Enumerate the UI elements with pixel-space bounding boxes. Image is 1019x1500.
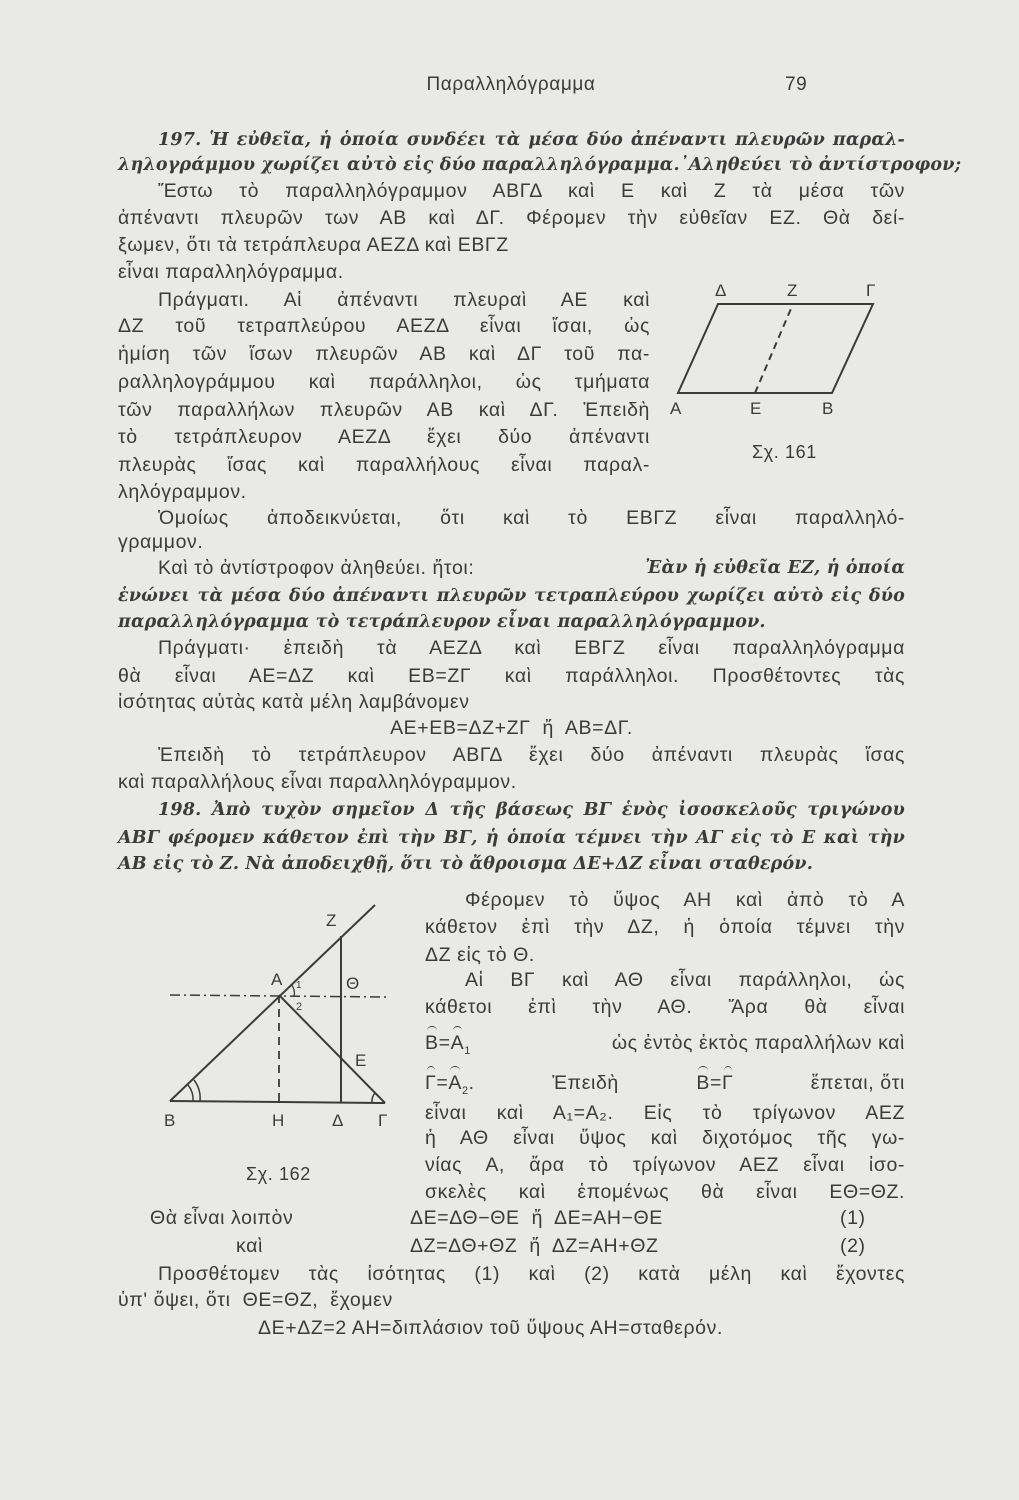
label-d: Δ bbox=[715, 281, 727, 300]
text-line: Προσθέτομεν τὰς ἰσότητας (1) καὶ (2) κατὰ μέλη καὶ ἔχοντες bbox=[158, 1263, 905, 1285]
text-line: ληλόγραμμον. bbox=[118, 481, 247, 503]
equation-label: Θὰ εἶναι λοιπὸν bbox=[150, 1207, 294, 1229]
equation: ΔΖ=ΔΘ+ΘΖ ἤ ΔΖ=ΑΗ+ΘΖ bbox=[410, 1235, 659, 1257]
label-b: Β bbox=[822, 399, 834, 418]
angle-b: Β bbox=[696, 1072, 710, 1094]
text-line: γραμμον. bbox=[118, 531, 204, 553]
equation-number: (2) bbox=[840, 1235, 866, 1257]
running-header: Παραλληλόγραμμα bbox=[426, 74, 596, 95]
problem-197-statement: ληλογράμμου χωρίζει αὐτὸ εἰς δύο παραλληλόγραμμα.᾿Αληθεύει τὸ ἀντίστροφον; bbox=[118, 155, 962, 175]
label-z: Ζ bbox=[326, 911, 337, 930]
label-e: Ε bbox=[750, 399, 762, 418]
converse-statement: παραλληλόγραμμα τὸ τετράπλευρον εἶναι παραλληλόγραμμον. bbox=[118, 612, 766, 632]
text-line: τὸ τετράπλευρον ΑΕΖΔ ἔχει δύο ἀπέναντι bbox=[118, 426, 650, 448]
text-line: κάθετον ἐπὶ τὴν ΔΖ, ἡ ὁποία τέμνει τὴν bbox=[425, 916, 905, 938]
label-theta: Θ bbox=[346, 974, 360, 993]
text-line: ξωμεν, ὅτι τὰ τετράπλευρα ΑΕΖΔ καὶ ΕΒΓΖ bbox=[118, 234, 509, 256]
base-bg bbox=[170, 1101, 385, 1103]
equation: ΑΕ+ΕΒ=ΔΖ+ΖΓ ἤ ΑΒ=ΔΓ. bbox=[390, 717, 633, 739]
figure-162-labels bbox=[164, 911, 388, 1130]
side-bz bbox=[170, 905, 375, 1101]
text-line: καὶ παραλλήλους εἶναι παραλληλόγραμμον. bbox=[118, 771, 517, 793]
text-line: ραλληλογράμμου καὶ παράλληλοι, ὡς τμήματα bbox=[118, 371, 650, 393]
text-line: τῶν παραλλήλων πλευρῶν ΑΒ καὶ ΔΓ. Ἐπειδὴ bbox=[118, 399, 650, 421]
parallelogram-abgd bbox=[678, 304, 873, 393]
angle-a: Α bbox=[448, 1072, 462, 1094]
text-line: Ὁμοίως ἀποδεικνύεται, ὅτι καὶ τὸ ΕΒΓΖ εἶναι παραλληλό- bbox=[158, 507, 905, 529]
label-b: Β bbox=[164, 1111, 176, 1130]
text-line: νίας Α, ἄρα τὸ τρίγωνον ΑΕΖ εἶναι ἰσο- bbox=[425, 1154, 905, 1176]
equals: = bbox=[709, 1072, 722, 1094]
equation-number: (1) bbox=[840, 1207, 866, 1229]
subscript: 1 bbox=[464, 1044, 471, 1057]
text-line: εἶναι παραλληλόγραμμα. bbox=[118, 261, 344, 283]
text-line: ΔΖ εἰς τὸ Θ. bbox=[425, 944, 535, 966]
text-line: σκελὲς καὶ ἑπομένως θὰ εἶναι ΕΘ=ΘΖ. bbox=[425, 1181, 905, 1203]
angle-g-arc bbox=[372, 1093, 375, 1102]
converse-statement: Ἐὰν ἡ εὐθεῖα ΕΖ, ἡ ὁποία bbox=[645, 558, 905, 578]
converse-statement: ἑνώνει τὰ μέσα δύο ἀπέναντι πλευρῶν τετραπλεύρου χωρίζει αὐτὸ εἰς δύο bbox=[118, 586, 905, 606]
problem-197-statement: 197. Ἡ εὐθεῖα, ἡ ὁποία συνδέει τὰ μέσα δύο ἀπέναντι πλευρῶν παραλ- bbox=[158, 130, 905, 150]
problem-198-statement: ΑΒ εἰς τὸ Ζ. Νὰ ἀποδειχθῇ, ὅτι τὸ ἄθροισμα ΔΕ+ΔΖ εἶναι σταθερόν. bbox=[118, 854, 814, 874]
text-line: Ἔστω τὸ παραλληλόγραμμον ΑΒΓΔ καὶ Ε καὶ Ζ τὰ μέσα τῶν bbox=[158, 180, 905, 202]
label-h: Η bbox=[272, 1111, 285, 1130]
problem-198-statement: ΑΒΓ φέρομεν κάθετον ἐπὶ τὴν ΒΓ, ἡ ὁποία τέμνει τὴν ΑΓ εἰς τὸ Ε καὶ τὴν bbox=[118, 828, 905, 848]
label-angle-1: 1 bbox=[296, 980, 303, 991]
label-g: Γ bbox=[866, 281, 876, 300]
text-line: ἀπέναντι πλευρῶν των ΑΒ καὶ ΔΓ. Φέρομεν τὴν εὐθεῖαν ΕΖ. Θὰ δεί- bbox=[118, 207, 905, 229]
angle-a: Α bbox=[450, 1032, 465, 1054]
label-e: Ε bbox=[355, 1051, 367, 1070]
equals: = bbox=[438, 1032, 451, 1054]
text-segment: Καὶ τὸ ἀντίστροφον ἀληθεύει. ἤτοι: bbox=[158, 557, 475, 579]
label-z: Ζ bbox=[787, 281, 798, 300]
text-segment: ἕπεται, ὅτι bbox=[810, 1072, 905, 1094]
text-line: Πράγματι. Αἱ ἀπέναντι πλευραὶ ΑΕ καὶ bbox=[158, 289, 650, 311]
final-equation: ΔΕ+ΔΖ=2 ΑΗ=διπλάσιον τοῦ ὕψους ΑΗ=σταθερόν. bbox=[258, 1317, 723, 1339]
figure-161 bbox=[678, 304, 873, 393]
text-line: ἡ ΑΘ εἶναι ὕψος καὶ διχοτόμος τῆς γω- bbox=[425, 1127, 905, 1149]
angle-g: Γ bbox=[721, 1072, 734, 1094]
period: . bbox=[468, 1072, 475, 1094]
problem-198-statement: 198. Ἀπὸ τυχὸν σημεῖον Δ τῆς βάσεως ΒΓ ἑνὸς ἰσοσκελοῦς τριγώνου bbox=[158, 800, 905, 820]
equation-label: καὶ bbox=[236, 1235, 263, 1257]
text-segment: ὡς ἐντὸς ἐκτὸς παραλλήλων καὶ bbox=[611, 1032, 905, 1054]
segment-ez bbox=[755, 304, 793, 393]
figure-162-caption: Σχ. 162 bbox=[246, 1164, 311, 1184]
text-line: ἡμίση τῶν ἴσων πλευρῶν ΑΒ καὶ ΔΓ τοῦ πα- bbox=[118, 343, 650, 365]
text-line: θὰ εἶναι ΑΕ=ΔΖ καὶ ΕΒ=ΖΓ καὶ παράλληλοι. Προσθέτοντες τὰς bbox=[118, 665, 905, 687]
figure-161-labels bbox=[670, 281, 876, 418]
text-line: ὑπ' ὄψει, ὅτι ΘΕ=ΘΖ, ἔχομεν bbox=[118, 1289, 393, 1311]
label-g: Γ bbox=[378, 1111, 388, 1130]
angle-g: Γ bbox=[425, 1072, 437, 1094]
equals: = bbox=[436, 1072, 449, 1094]
label-a: Α bbox=[670, 399, 682, 418]
text-line: Πράγματι· ἐπειδὴ τὰ ΑΕΖΔ καὶ ΕΒΓΖ εἶναι παραλληλόγραμμα bbox=[158, 637, 905, 659]
text-segment: Ἐπειδὴ bbox=[552, 1072, 619, 1094]
text-line: ΔΖ τοῦ τετραπλεύρου ΑΕΖΔ εἶναι ἴσαι, ὡς bbox=[118, 315, 650, 337]
text-line: Φέρομεν τὸ ὕψος ΑΗ καὶ ἀπὸ τὸ Α bbox=[465, 889, 905, 911]
text-line: πλευρὰς ἴσας καὶ παραλλήλους εἶναι παραλ- bbox=[118, 454, 650, 476]
text-line: Αἱ ΒΓ καὶ ΑΘ εἶναι παράλληλοι, ὡς bbox=[465, 969, 905, 991]
label-a: Α bbox=[271, 970, 283, 989]
text-line: Ἐπειδὴ τὸ τετράπλευρον ΑΒΓΔ ἔχει δύο ἀπέναντι πλευρὰς ἴσας bbox=[158, 744, 905, 766]
side-ag bbox=[279, 995, 385, 1103]
label-angle-2: 2 bbox=[296, 1001, 303, 1013]
label-d: Δ bbox=[332, 1111, 344, 1130]
parallel-line bbox=[170, 995, 386, 997]
angle-b: Β bbox=[425, 1032, 439, 1054]
figure-161-caption: Σχ. 161 bbox=[752, 442, 817, 462]
page-number: 79 bbox=[785, 74, 808, 95]
figure-162 bbox=[170, 905, 386, 1103]
text-line: ἰσότητας αὐτὰς κατὰ μέλη λαμβάνομεν bbox=[118, 691, 470, 713]
subscript: 2 bbox=[461, 1084, 469, 1097]
text-line: εἶναι καὶ Α₁=Α₂. Εἰς τὸ τρίγωνον ΑΕΖ bbox=[425, 1102, 905, 1124]
equation: ΔΕ=ΔΘ−ΘΕ ἤ ΔΕ=ΑΗ−ΘΕ bbox=[410, 1207, 663, 1229]
text-line: κάθετοι ἐπὶ τὴν ΑΘ. Ἄρα θὰ εἶναι bbox=[425, 996, 905, 1018]
